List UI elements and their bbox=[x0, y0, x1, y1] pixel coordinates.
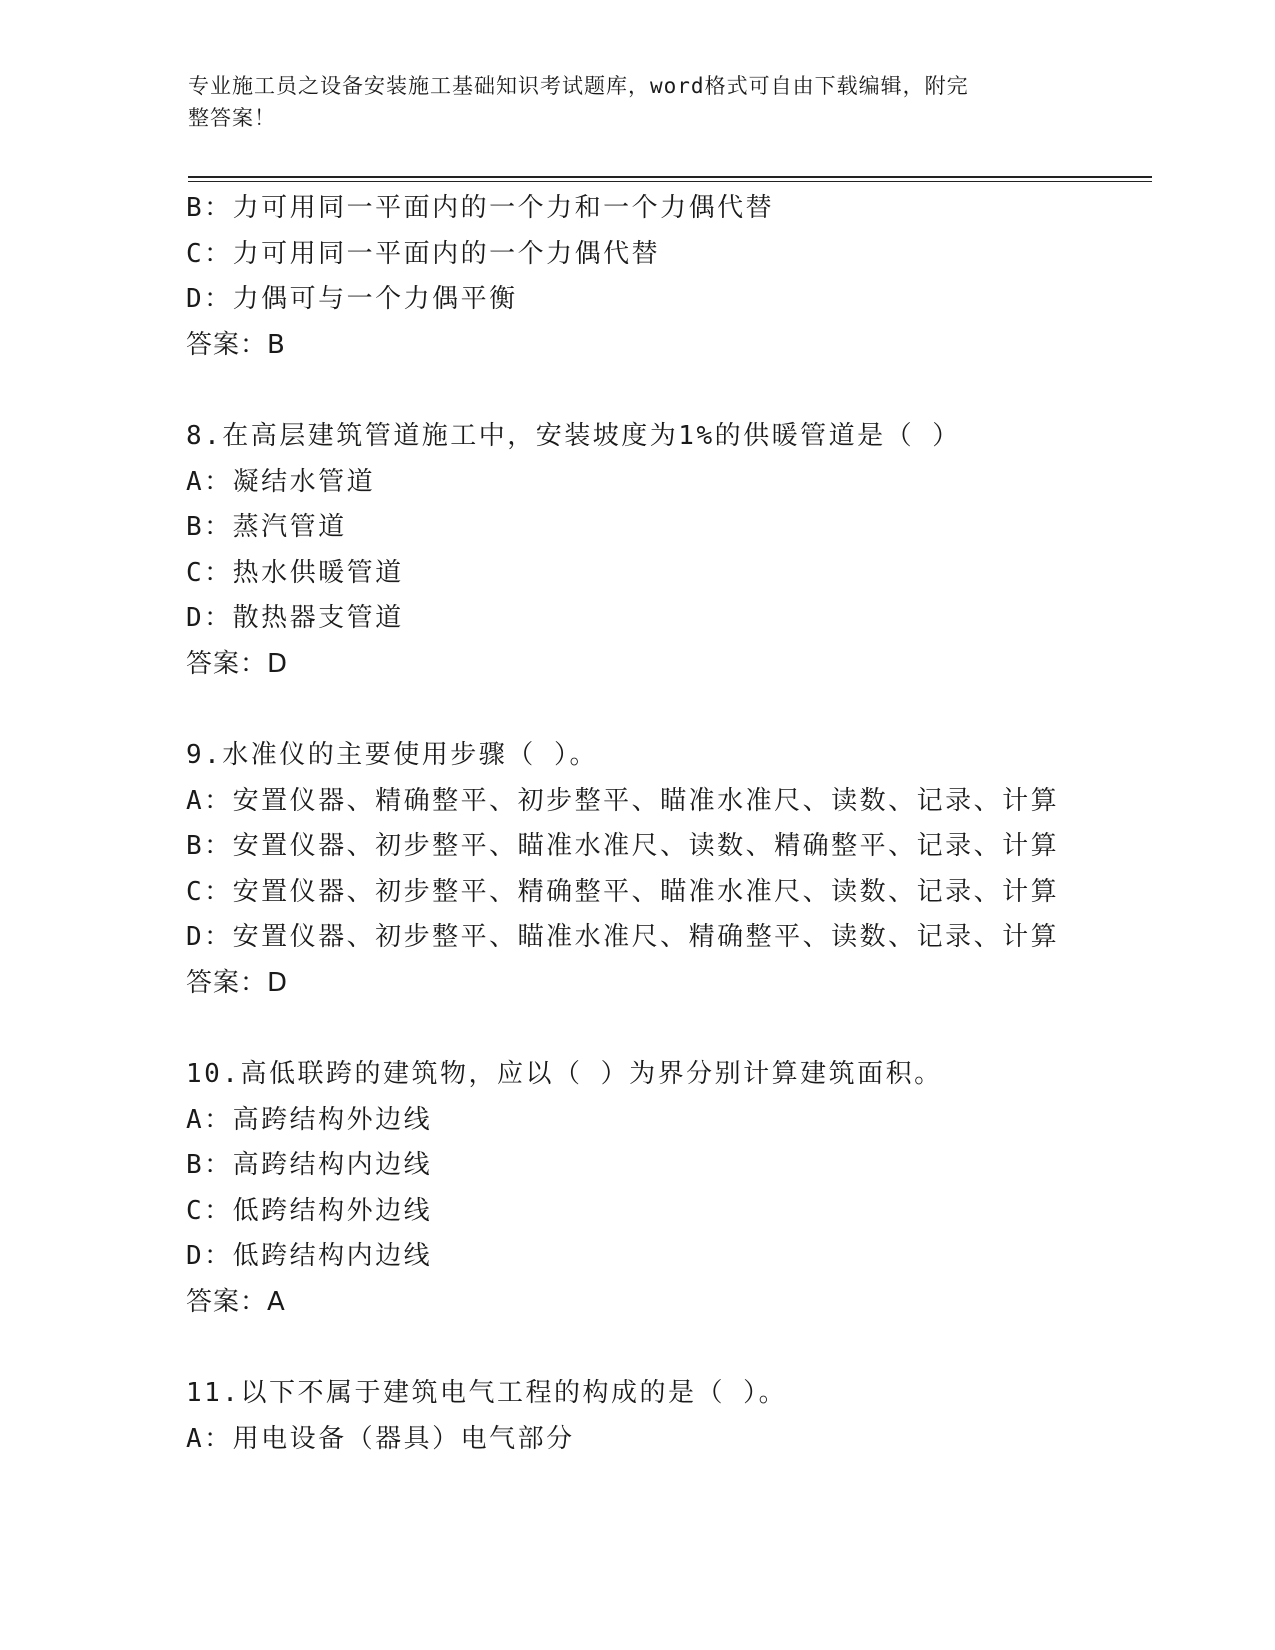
question-block-10 bbox=[186, 1052, 1146, 1325]
header-divider-thick bbox=[188, 176, 1152, 178]
option-line: B：蒸汽管道 bbox=[186, 512, 347, 542]
option-line: D：低跨结构内边线 bbox=[186, 1241, 433, 1271]
question-block-7 bbox=[186, 186, 1146, 368]
option-line: B：力可用同一平面内的一个力和一个力偶代替 bbox=[186, 193, 775, 223]
answer-line: 答案：D bbox=[186, 648, 289, 679]
option-line: A：凝结水管道 bbox=[186, 466, 376, 497]
option-line: D：力偶可与一个力偶平衡 bbox=[186, 284, 518, 314]
question-text: 10.高低联跨的建筑物，应以（ ）为界分别计算建筑面积。 bbox=[186, 1059, 943, 1089]
spacer bbox=[186, 368, 1146, 414]
header-line-2: 整答案！ bbox=[188, 106, 276, 130]
answer-line: 答案：B bbox=[186, 329, 286, 360]
spacer bbox=[186, 1325, 1146, 1371]
option-line: B：安置仪器、初步整平、瞄准水准尺、读数、精确整平、记录、计算 bbox=[186, 831, 1060, 861]
header-divider-thin bbox=[188, 181, 1152, 182]
question-text: 9.水准仪的主要使用步骤（ ）。 bbox=[186, 740, 598, 770]
answer-line: 答案：D bbox=[186, 967, 289, 998]
option-line: A：用电设备（器具）电气部分 bbox=[186, 1423, 575, 1454]
option-line: B：高跨结构内边线 bbox=[186, 1150, 433, 1180]
header-line-1: 专业施工员之设备安装施工基础知识考试题库，word格式可自由下载编辑，附完 bbox=[188, 74, 969, 98]
question-block-9 bbox=[186, 733, 1146, 1006]
spacer bbox=[186, 687, 1146, 733]
question-block-8 bbox=[186, 414, 1146, 687]
option-line: A：安置仪器、精确整平、初步整平、瞄准水准尺、读数、记录、计算 bbox=[186, 785, 1060, 816]
option-line: C：安置仪器、初步整平、精确整平、瞄准水准尺、读数、记录、计算 bbox=[186, 876, 1060, 907]
question-block-11 bbox=[186, 1371, 1146, 1462]
answer-line: 答案：A bbox=[186, 1286, 286, 1317]
option-line: C：热水供暖管道 bbox=[186, 557, 404, 588]
option-line: C：低跨结构外边线 bbox=[186, 1195, 433, 1226]
option-line: D：散热器支管道 bbox=[186, 603, 404, 633]
option-line: C：力可用同一平面内的一个力偶代替 bbox=[186, 238, 661, 269]
spacer bbox=[186, 1006, 1146, 1052]
question-text: 11.以下不属于建筑电气工程的构成的是（ ）。 bbox=[186, 1378, 788, 1408]
question-list bbox=[186, 186, 1146, 1462]
option-line: A：高跨结构外边线 bbox=[186, 1104, 433, 1135]
question-text: 8.在高层建筑管道施工中，安装坡度为1%的供暖管道是（ ） bbox=[186, 421, 961, 451]
page-header bbox=[188, 70, 1068, 134]
option-line: D：安置仪器、初步整平、瞄准水准尺、精确整平、读数、记录、计算 bbox=[186, 922, 1060, 952]
